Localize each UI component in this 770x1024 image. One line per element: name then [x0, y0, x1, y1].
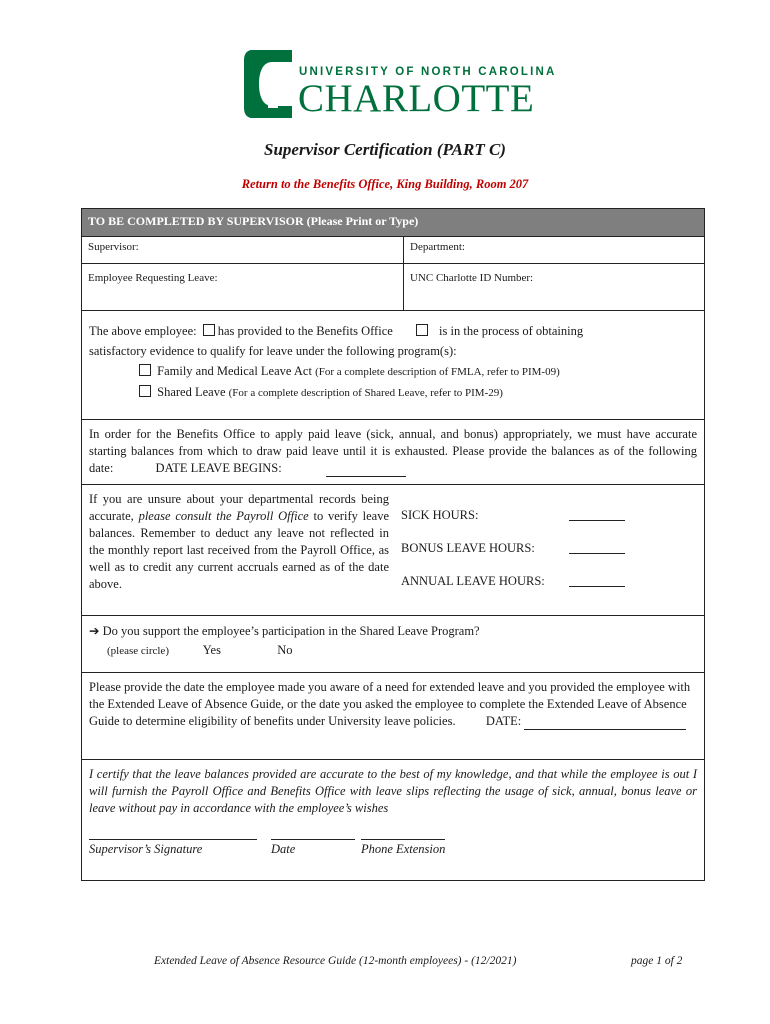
footer-text: Extended Leave of Absence Resource Guide (12-month employees) - (12/2021) [154, 955, 517, 967]
signature-date-field[interactable] [271, 839, 355, 840]
signature-date-label: Date [271, 842, 296, 856]
unsure-text-italic: please consult the Payroll Office [138, 509, 309, 523]
status-option-provided: has provided to the Benefits Office [217, 324, 393, 338]
status-intro: The above employee: [89, 324, 197, 338]
date-leave-begins-field[interactable] [326, 476, 406, 477]
please-circle-note: (please circle) [107, 645, 169, 657]
bonus-hours-field[interactable] [569, 553, 625, 554]
form-header: TO BE COMPLETED BY SUPERVISOR (Please Print or Type) [82, 209, 704, 237]
unc-charlotte-logo [244, 48, 557, 120]
logo-university-line: UNIVERSITY OF NORTH CAROLINA [299, 66, 557, 78]
hours-fields [389, 491, 697, 609]
checkbox-shared-leave[interactable] [139, 385, 151, 397]
logo-city-line: CHARLOTTE [298, 77, 535, 120]
annual-hours-field[interactable] [569, 586, 625, 587]
department-field[interactable]: Department: [410, 241, 465, 253]
unsure-text-part1: If you are unsure about your departmental records being accurate, [89, 492, 389, 523]
crown-c-logo-icon [244, 48, 296, 120]
phone-extension-field[interactable] [361, 839, 445, 840]
shared-yes-option[interactable]: Yes [202, 643, 221, 657]
checkbox-provided[interactable] [203, 324, 215, 336]
id-number-field[interactable]: UNC Charlotte ID Number: [410, 272, 534, 284]
page-title: Supervisor Certification (PART C) [264, 140, 506, 159]
extended-date-label: DATE: [485, 714, 522, 728]
employee-row [82, 264, 704, 311]
program-fmla-note: (For a complete description of FMLA, refer to PIM-09) [315, 366, 560, 378]
shared-no-option[interactable]: No [277, 643, 293, 657]
unsure-text [89, 491, 389, 609]
annual-hours-label: ANNUAL LEAVE HOURS: [401, 574, 545, 588]
status-option-obtaining: is in the process of obtaining [439, 324, 584, 338]
supervisor-field[interactable]: Supervisor: [82, 237, 404, 263]
unsure-text-part2: to verify leave balances. Remember to deduct any leave not reflected in the monthly report last received from the Payroll Office, as well as to credit any current accruals earned as of the date above. [89, 509, 390, 591]
signature-field[interactable] [89, 839, 257, 840]
supervisor-certification-form [81, 208, 705, 881]
checkbox-obtaining[interactable] [416, 324, 428, 336]
extended-text: Please provide the date the employee made you aware of a need for extended leave and you provided the employee with the Extended Leave of Absence Guide, or the date you asked the employee to complete the Extended Leave of Absence Guide to determine eligibility of benefits under University leave policies. [89, 680, 691, 728]
shared-leave-section [82, 616, 704, 673]
balances-section [82, 420, 704, 485]
arrow-right-icon: ➔ [89, 624, 100, 638]
page-number: page 1 of 2 [631, 955, 683, 967]
balances-text: In order for the Benefits Office to apply paid leave (sick, annual, and bonus) appropriately, we must have accurate starting balances from which to draw paid leave until it is exhausted. Please provide the balances as of the following date: [89, 427, 697, 475]
status-section [82, 311, 704, 420]
date-leave-begins-label: DATE LEAVE BEGINS: [155, 461, 282, 475]
extended-leave-section [82, 673, 704, 760]
employee-field[interactable]: Employee Requesting Leave: [82, 264, 404, 310]
program-shared-label: Shared Leave [157, 385, 226, 399]
shared-question: Do you support the employee’s participation in the Shared Leave Program? [102, 624, 480, 638]
sick-hours-field[interactable] [569, 520, 625, 521]
program-fmla-label: Family and Medical Leave Act [157, 364, 312, 378]
checkbox-fmla[interactable] [139, 364, 151, 376]
phone-extension-label: Phone Extension [361, 842, 446, 856]
certify-section [82, 760, 704, 880]
certify-text: I certify that the leave balances provided are accurate to the best of my knowledge, and that while the employee is out I will furnish the Payroll Office and Benefits Office with leave slips reflecting the usage of sick, annual, bonus leave or leave without pay in accordance with the employee’s wishes [89, 767, 697, 815]
hours-section [82, 485, 704, 616]
extended-date-field[interactable] [524, 729, 686, 730]
program-shared-note: (For a complete description of Shared Leave, refer to PIM-29) [228, 387, 503, 399]
sick-hours-label: SICK HOURS: [401, 508, 479, 522]
bonus-hours-label: BONUS LEAVE HOURS: [401, 541, 535, 555]
status-continuation: satisfactory evidence to qualify for leave under the following program(s): [89, 344, 457, 358]
page-subtitle: Return to the Benefits Office, King Building, Room 207 [241, 177, 529, 191]
signature-label: Supervisor’s Signature [89, 842, 203, 856]
supervisor-row [82, 237, 704, 264]
